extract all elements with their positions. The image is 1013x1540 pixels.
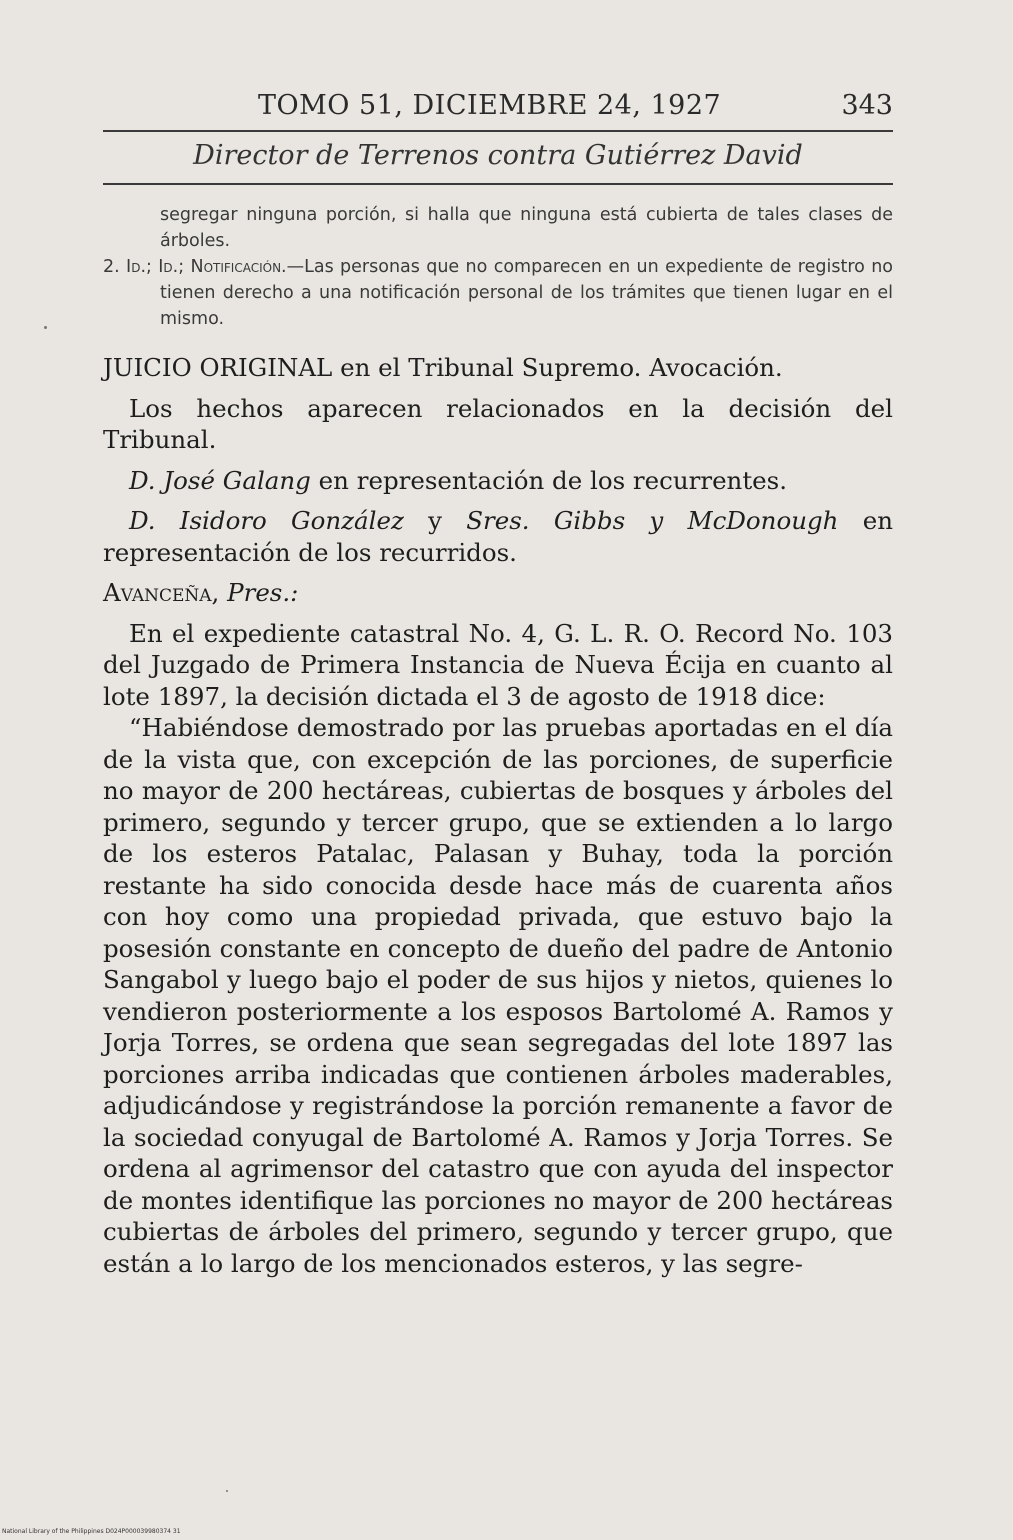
quoted-decision: “Habiéndose demostrado por las pruebas aportadas en el día de la vista que, con excepción de las porciones, de superficie no mayor de 200 hectáreas, cubiertas de bosques y árboles del primero, segundo y tercer grupo, que se extienden a lo largo de los esteros Patalac, Palasan y Buhay, toda la porción restante ha sido conocida desde hace más de cuarenta años con hoy como una propiedad privada, que estuvo bajo la posesión constante en concepto de dueño del padre de Antonio Sangabol y luego bajo el poder de sus hijos y nietos, quienes lo vendieron posteriormente a los esposos Bartolomé A. Ramos y Jorja Torres, se ordena que sean segregadas del lote 1897 las porciones arriba indicadas que contienen árboles maderables, adjudicándose y registrándose la porción remanente a favor de la sociedad conyugal de Bartolomé A. Ramos y Jorja Torres. Se ordena al agrimensor del catastro que con ayuda del inspector de montes identifique las porciones no mayor de 200 hectáreas cubiertas de árboles del primero, segundo y tercer grupo, que están a lo largo de los mencionados esteros, y las segre- xyxy=(103,713,893,1278)
counsel-respondents-conjunction: y xyxy=(403,506,467,535)
original-action-line: JUICIO ORIGINAL en el Tribunal Supremo. Avocación. xyxy=(103,353,783,382)
header-rule-top xyxy=(103,130,893,132)
author-title: Pres.: xyxy=(219,578,299,607)
opinion-author xyxy=(103,577,893,609)
counsel-respondents xyxy=(103,505,893,568)
scan-speck xyxy=(44,326,47,329)
page-header xyxy=(103,86,893,126)
counsel-respondents-text: en representación de los recurridos. xyxy=(103,506,893,567)
syllabus xyxy=(103,202,893,332)
syllabus-item-2-text: —Las personas que no comparecen en un expediente de registro no tienen derecho a una notificación personal de los trámites que tienen lugar en el mismo. xyxy=(160,257,893,329)
syllabus-item-2 xyxy=(103,254,893,332)
scan-footer-note: National Library of the Philippines D024P000039980374 31 xyxy=(2,1528,181,1535)
counsel-petitioners-text: en representación de los recurrentes. xyxy=(310,465,788,495)
syllabus-item-1-continuation: segregar ninguna porción, si halla que ninguna está cubierta de tales clases de árboles. xyxy=(160,205,893,251)
decision-body xyxy=(103,352,893,1279)
page-number: 343 xyxy=(841,90,893,121)
syllabus-item-2-label: 2. Id.; Id.; Notificación. xyxy=(103,257,287,277)
counsel-respondents-firm: Sres. Gibbs y McDonough xyxy=(466,506,839,535)
facts-paragraph: Los hechos aparecen relacionados en la decisión del Tribunal. xyxy=(103,393,893,454)
counsel-respondents-name: D. Isidoro González xyxy=(129,506,404,535)
author-name: Avanceña, xyxy=(103,578,220,607)
header-rule-bottom xyxy=(103,183,893,185)
counsel-petitioners-name: D. José Galang xyxy=(129,465,311,495)
opinion-paragraph-1: En el expediente catastral No. 4, G. L. R. O. Record No. 103 del Juzgado de Primera Instancia de Nueva Écija en cuanto al lote 1897, la decisión dictada el 3 de agosto de 1918 dice: xyxy=(103,618,893,711)
case-running-head: Director de Terrenos contra Gutiérrez David xyxy=(193,140,803,171)
volume-date-title: TOMO 51, DICIEMBRE 24, 1927 xyxy=(258,90,722,121)
counsel-petitioners xyxy=(103,465,893,497)
scan-speck xyxy=(226,1490,228,1492)
